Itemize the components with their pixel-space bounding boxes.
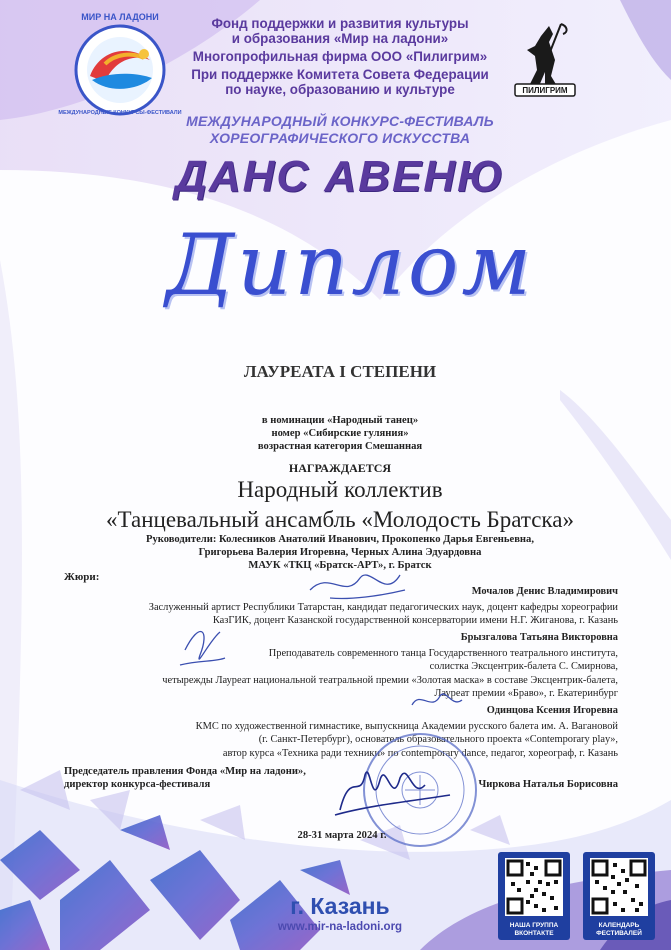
festival-name: ДАНС АВЕНЮ <box>175 152 505 201</box>
jury-label: Жюри: <box>64 571 100 583</box>
jury-member-line: КМС по художественной гимнастике, выпускница Академии русского балета им. А. Вагановой <box>195 721 618 733</box>
jury-member-line: автор курса «Техника ради техники» по contemporary dance, педагог, хореограф, г. Казань <box>222 747 618 759</box>
jury-member-name: Одинцова Ксения Игоревна <box>486 705 618 716</box>
org-line-2: и образования «Мир на ладони» <box>231 31 449 46</box>
jury-member-name: Мочалов Денис Владимирович <box>471 586 618 597</box>
jury-member-line: четырежды Лауреат национальной театральной премии «Золотая маска» в составе Эксцентрик-балета, <box>162 674 618 686</box>
qr-code-icon <box>590 858 648 916</box>
event-city: г. Казань <box>290 893 390 919</box>
org-line-3: Многопрофильная фирма ООО «Пилигрим» <box>192 49 488 64</box>
qr-calendar-label <box>583 922 655 937</box>
org-line-1: Фонд поддержки и развития культуры <box>211 16 469 31</box>
event-date: 28-31 марта 2024 г. <box>297 830 387 841</box>
signature-jury-3-icon <box>412 694 462 705</box>
qr-vk-label-line-2: ВКОНТАКТЕ <box>514 929 554 937</box>
qr-code-icon <box>505 858 563 916</box>
diploma-title: Диплом <box>165 216 535 314</box>
diploma-degree: ЛАУРЕАТА I СТЕПЕНИ <box>243 362 437 381</box>
logo-bottom-text: МЕЖДУНАРОДНЫЕ КОНКУРСЫ-ФЕСТИВАЛИ <box>58 110 182 116</box>
jury-member-line: Лауреат премии «Браво», г. Екатеринбург <box>434 687 618 699</box>
chair-line-2: директор конкурса-фестиваля <box>64 779 211 790</box>
org-line-5: по науке, образованию и культуре <box>225 82 455 97</box>
qr-festival-calendar[interactable] <box>583 852 655 940</box>
chair-line-1: Председатель правления Фонда «Мир на ладони», <box>64 766 306 777</box>
website-link[interactable]: www.mir-na-ladoni.org <box>277 921 403 933</box>
piligrim-label: ПИЛИГРИМ <box>522 86 568 95</box>
jury-member-line: Преподаватель современного танца Государственного театрального института, <box>268 648 618 660</box>
qr-vk-label <box>498 922 570 937</box>
qr-vk-label-line-1: НАША ГРУППА <box>509 922 559 929</box>
signature-jury-1-icon <box>310 575 405 599</box>
jury-member-line: (г. Санкт-Петербург), основатель образовательного проекта «Contemporary play», <box>258 734 618 746</box>
nomination-line-2: номер «Сибирские гуляния» <box>271 428 409 439</box>
jury-member-name: Брызгалова Татьяна Викторовна <box>460 632 618 643</box>
org-line-4: При поддержке Комитета Совета Федерации <box>191 67 489 82</box>
qr-calendar-label-line-2: ФЕСТИВАЛЕЙ <box>596 929 642 937</box>
nomination-line-1: в номинации «Народный танец» <box>261 415 419 426</box>
qr-vk-group[interactable] <box>498 852 570 940</box>
chair-name: Чиркова Наталья Борисовна <box>478 779 618 790</box>
nomination-line-3: возрастная категория Смешанная <box>257 441 423 452</box>
festival-line-1: МЕЖДУНАРОДНЫЙ КОНКУРС-ФЕСТИВАЛЬ <box>186 113 494 129</box>
jury-member-line: КазГИК, доцент Казанской государственной консерватории имени Н.Г. Жиганова, г. Казань <box>212 615 618 627</box>
leaders-line-2: Григорьева Валерия Игоревна, Черных Алина Эдуардовна <box>198 547 482 558</box>
recipient-line-1: Народный коллектив <box>237 477 443 502</box>
leaders-line-1: Руководители: Колесников Анатолий Иванович, Прокопенко Дарья Евгеньевна, <box>146 534 534 545</box>
qr-calendar-label-line-1: КАЛЕНДАРЬ <box>598 922 640 929</box>
awarded-label: НАГРАЖДАЕТСЯ <box>288 461 392 475</box>
festival-line-2: ХОРЕОГРАФИЧЕСКОГО ИСКУССТВА <box>209 130 471 146</box>
signature-chair-icon <box>335 772 450 815</box>
recipient-organization: МАУК «ТКЦ «Братск-АРТ», г. Братск <box>248 560 432 571</box>
signature-jury-2-icon <box>180 631 225 665</box>
recipient-line-2: «Танцевальный ансамбль «Молодость Братска» <box>106 507 574 532</box>
logo-top-text: МИР НА ЛАДОНИ <box>81 12 159 22</box>
jury-member-line: солистка Эксцентрик-балета С. Смирнова, <box>429 661 618 673</box>
jury-member-line: Заслуженный артист Республики Татарстан, кандидат педагогических наук, доцент кафедры хореографии <box>148 602 618 614</box>
